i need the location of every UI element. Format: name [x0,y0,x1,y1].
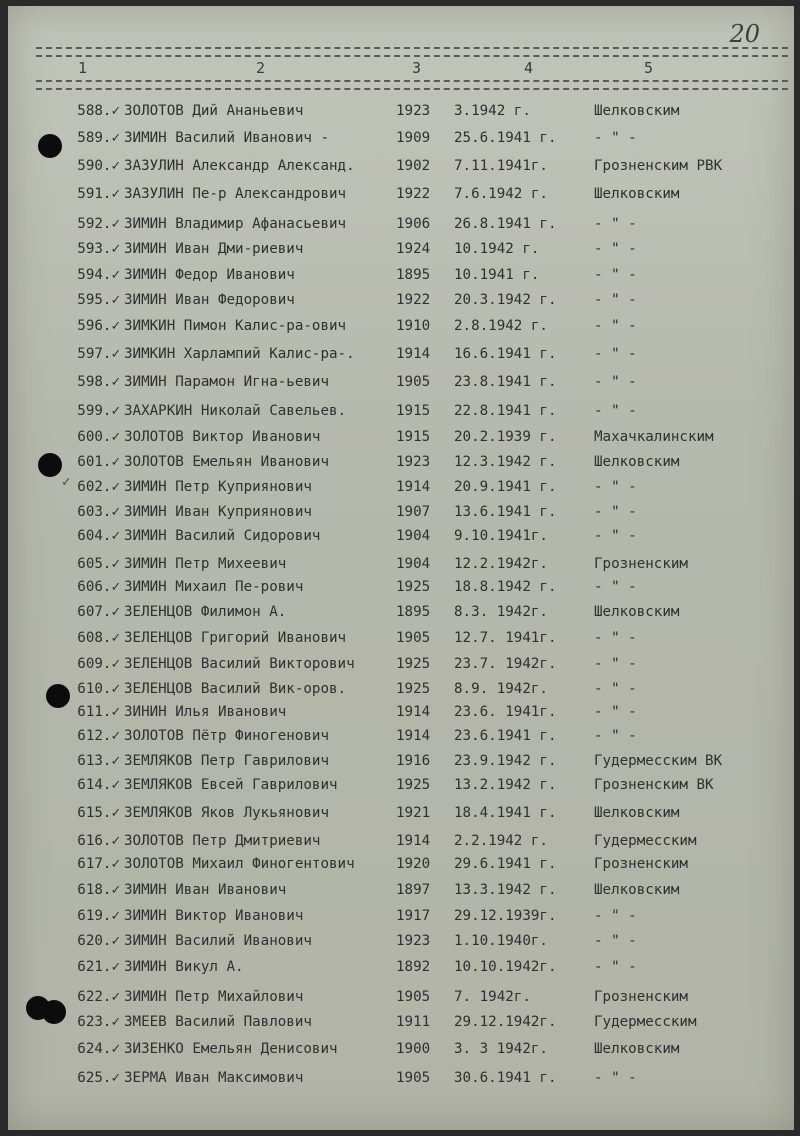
conscription-date: 23.6. 1941г. [454,704,557,720]
military-office: Шелковским [594,882,680,898]
birth-year: 1911 [396,1014,431,1030]
military-office: - " - [594,681,637,697]
header-rule [36,88,788,90]
row-number: 605.✓ [77,556,120,572]
person-name: ЗИМИН Петр Михеевич [124,556,287,572]
military-office: - " - [594,656,637,672]
row-number: 598.✓ [77,374,120,390]
table-row [8,1014,794,1036]
table-row [8,374,794,396]
row-number: 625.✓ [77,1070,120,1086]
birth-year: 1897 [396,882,431,898]
person-name: ЗИНИН Илья Иванович [124,704,287,720]
conscription-date: 20.3.1942 г. [454,292,557,308]
military-office: - " - [594,959,637,975]
column-number: 5 [644,59,654,77]
row-number: 601.✓ [77,454,120,470]
person-name: ЗАЗУЛИН Александр Александ. [124,158,355,174]
row-number: 615.✓ [77,805,120,821]
row-number: 622.✓ [77,989,120,1005]
person-name: ЗИМИН Василий Иванович - [124,130,329,146]
row-number: 592.✓ [77,216,120,232]
military-office: - " - [594,216,637,232]
military-office: - " - [594,403,637,419]
row-number: 616.✓ [77,833,120,849]
conscription-date: 23.6.1941 г. [454,728,557,744]
military-office: Шелковским [594,604,680,620]
table-row [8,130,794,152]
table-row [8,528,794,550]
military-office: - " - [594,130,637,146]
conscription-date: 13.2.1942 г. [454,777,557,793]
binder-hole [42,1000,66,1024]
conscription-date: 7.11.1941г. [454,158,548,174]
column-number-row [8,59,794,79]
birth-year: 1915 [396,429,431,445]
row-number: 609.✓ [77,656,120,672]
conscription-date: 23.9.1942 г. [454,753,557,769]
table-row [8,158,794,180]
military-office: - " - [594,630,637,646]
birth-year: 1914 [396,346,431,362]
birth-year: 1914 [396,479,431,495]
conscription-date: 12.3.1942 г. [454,454,557,470]
conscription-date: 22.8.1941 г. [454,403,557,419]
person-name: ЗЕЛЕНЦОВ Григорий Иванович [124,630,347,646]
conscription-date: 30.6.1941 г. [454,1070,557,1086]
table-row [8,241,794,263]
military-office: - " - [594,528,637,544]
conscription-date: 3.1942 г. [454,103,531,119]
military-office: Грозненским [594,556,688,572]
birth-year: 1923 [396,933,431,949]
person-name: ЗОЛОТОВ Петр Дмитриевич [124,833,321,849]
table-row [8,103,794,125]
birth-year: 1922 [396,292,431,308]
person-name: ЗИМИН Иван Куприянович [124,504,312,520]
conscription-date: 3. 3 1942г. [454,1041,548,1057]
table-row [8,267,794,289]
conscription-date: 2.8.1942 г. [454,318,548,334]
conscription-date: 29.6.1941 г. [454,856,557,872]
table-row [8,728,794,750]
table-row [8,630,794,652]
birth-year: 1925 [396,579,431,595]
table-row [8,579,794,601]
row-number: 597.✓ [77,346,120,362]
person-name: ЗИМИН Василий Сидорович [124,528,321,544]
person-name: ЗИМКИН Харлампий Калис-ра-. [124,346,355,362]
conscription-date: 13.6.1941 г. [454,504,557,520]
person-name: ЗИЗЕНКО Емельян Денисович [124,1041,338,1057]
conscription-date: 9.10.1941г. [454,528,548,544]
table-row [8,989,794,1011]
person-name: ЗИМИН Федор Иванович [124,267,295,283]
birth-year: 1910 [396,318,431,334]
military-office: - " - [594,241,637,257]
birth-year: 1924 [396,241,431,257]
conscription-date: 20.9.1941 г. [454,479,557,495]
table-row [8,479,794,501]
conscription-date: 12.2.1942г. [454,556,548,572]
table-row [8,681,794,703]
person-name: ЗЕМЛЯКОВ Петр Гаврилович [124,753,329,769]
birth-year: 1915 [396,403,431,419]
military-office: - " - [594,504,637,520]
row-number: 608.✓ [77,630,120,646]
column-number: 3 [412,59,422,77]
person-name: ЗИМИН Михаил Пе-рович [124,579,304,595]
military-office: Махачкалинским [594,429,714,445]
person-name: ЗИМИН Петр Михайлович [124,989,304,1005]
military-office: Шелковским [594,1041,680,1057]
military-office: Шелковским [594,103,680,119]
row-number: 594.✓ [77,267,120,283]
birth-year: 1909 [396,130,431,146]
table-row [8,777,794,799]
table-row [8,704,794,726]
row-number: 618.✓ [77,882,120,898]
person-name: ЗИМИН Иван Иванович [124,882,287,898]
row-number: 611.✓ [77,704,120,720]
birth-year: 1895 [396,604,431,620]
military-office: Гудермесским [594,833,697,849]
conscription-date: 8.9. 1942г. [454,681,548,697]
military-office: Гудермесским ВК [594,753,723,769]
person-name: ЗИМКИН Пимон Калис-ра-ович [124,318,347,334]
person-name: ЗОЛОТОВ Виктор Иванович [124,429,321,445]
conscription-date: 26.8.1941 г. [454,216,557,232]
birth-year: 1905 [396,374,431,390]
military-office: Грозненским [594,856,688,872]
birth-year: 1892 [396,959,431,975]
military-office: Гудермесским [594,1014,697,1030]
military-office: - " - [594,346,637,362]
row-number: 620.✓ [77,933,120,949]
person-name: ЗОЛОТОВ Емельян Иванович [124,454,329,470]
table-row [8,833,794,855]
row-number: 619.✓ [77,908,120,924]
row-number: 589.✓ [77,130,120,146]
binder-hole [38,134,62,158]
row-number: 596.✓ [77,318,120,334]
binder-hole [38,453,62,477]
military-office: - " - [594,318,637,334]
conscription-date: 18.8.1942 г. [454,579,557,595]
conscription-date: 10.1941 г. [454,267,540,283]
conscription-date: 25.6.1941 г. [454,130,557,146]
person-name: ЗОЛОТОВ Дий Ананьевич [124,103,304,119]
conscription-date: 23.8.1941 г. [454,374,557,390]
person-name: ЗИМИН Парамон Игна-ьевич [124,374,329,390]
birth-year: 1902 [396,158,431,174]
table-row [8,1041,794,1063]
table-row [8,908,794,930]
birth-year: 1917 [396,908,431,924]
conscription-date: 20.2.1939 г. [454,429,557,445]
conscription-date: 16.6.1941 г. [454,346,557,362]
row-number: 613.✓ [77,753,120,769]
conscription-date: 1.10.1940г. [454,933,548,949]
row-number: 600.✓ [77,429,120,445]
military-office: Грозненским ВК [594,777,714,793]
table-row [8,403,794,425]
conscription-date: 12.7. 1941г. [454,630,557,646]
table-row [8,186,794,208]
birth-year: 1905 [396,1070,431,1086]
military-office: - " - [594,292,637,308]
row-number: 623.✓ [77,1014,120,1030]
row-number: 624.✓ [77,1041,120,1057]
table-row [8,933,794,955]
birth-year: 1900 [396,1041,431,1057]
person-name: ЗАЗУЛИН Пе-р Александрович [124,186,347,202]
table-row [8,959,794,981]
table-row [8,429,794,451]
military-office: - " - [594,1070,637,1086]
row-number: 612.✓ [77,728,120,744]
birth-year: 1905 [396,989,431,1005]
person-name: ЗЕМЛЯКОВ Яков Лукьянович [124,805,329,821]
person-name: ЗЕЛЕНЦОВ Василий Викторович [124,656,355,672]
birth-year: 1914 [396,704,431,720]
row-number: 602.✓ [77,479,120,495]
birth-year: 1904 [396,556,431,572]
birth-year: 1923 [396,454,431,470]
person-name: ЗЕРМА Иван Максимович [124,1070,304,1086]
row-number: 607.✓ [77,604,120,620]
row-number: 591.✓ [77,186,120,202]
birth-year: 1921 [396,805,431,821]
military-office: - " - [594,933,637,949]
birth-year: 1922 [396,186,431,202]
military-office: - " - [594,908,637,924]
conscription-date: 2.2.1942 г. [454,833,548,849]
person-name: ЗАХАРКИН Николай Савельев. [124,403,347,419]
birth-year: 1904 [396,528,431,544]
conscription-date: 10.10.1942г. [454,959,557,975]
conscription-date: 29.12.1939г. [454,908,557,924]
birth-year: 1925 [396,656,431,672]
conscription-date: 18.4.1941 г. [454,805,557,821]
person-name: ЗИМИН Викул А. [124,959,244,975]
military-office: Шелковским [594,805,680,821]
table-row [8,292,794,314]
table-row [8,318,794,340]
person-name: ЗЕМЛЯКОВ Евсей Гаврилович [124,777,338,793]
birth-year: 1906 [396,216,431,232]
table-row [8,556,794,578]
person-name: ЗИМИН Василий Иванович [124,933,312,949]
conscription-date: 8.3. 1942г. [454,604,548,620]
table-row [8,346,794,368]
person-name: ЗИМИН Петр Куприянович [124,479,312,495]
birth-year: 1920 [396,856,431,872]
military-office: - " - [594,374,637,390]
row-number: 588.✓ [77,103,120,119]
table-row [8,1070,794,1092]
page-number: 20 [729,20,760,48]
table-row [8,805,794,827]
row-number: 595.✓ [77,292,120,308]
military-office: - " - [594,579,637,595]
conscription-date: 13.3.1942 г. [454,882,557,898]
military-office: Шелковским [594,186,680,202]
header-rule [36,80,788,82]
row-number: 590.✓ [77,158,120,174]
person-name: ЗОЛОТОВ Пётр Финогенович [124,728,329,744]
conscription-date: 7.6.1942 г. [454,186,548,202]
header-rule [36,55,788,57]
row-number: 604.✓ [77,528,120,544]
header-rule [36,47,788,49]
check-mark: ✓ [62,474,71,490]
birth-year: 1925 [396,777,431,793]
table-row [8,604,794,626]
person-name: ЗИМИН Виктор Иванович [124,908,304,924]
military-office: - " - [594,479,637,495]
table-row [8,454,794,476]
table-row [8,216,794,238]
row-number: 599.✓ [77,403,120,419]
table-row [8,882,794,904]
military-office: - " - [594,728,637,744]
row-number: 621.✓ [77,959,120,975]
binder-hole [46,684,70,708]
person-name: ЗИМИН Иван Дми-риевич [124,241,304,257]
birth-year: 1914 [396,728,431,744]
person-name: ЗОЛОТОВ Михаил Финогентович [124,856,355,872]
conscription-date: 23.7. 1942г. [454,656,557,672]
person-name: ЗЕЛЕНЦОВ Василий Вик-оров. [124,681,347,697]
column-number: 4 [524,59,534,77]
conscription-date: 10.1942 г. [454,241,540,257]
row-number: 606.✓ [77,579,120,595]
person-name: ЗИМИН Владимир Афанасьевич [124,216,347,232]
military-office: - " - [594,704,637,720]
table-row [8,753,794,775]
military-office: Грозненским РВК [594,158,723,174]
military-office: Шелковским [594,454,680,470]
row-number: 617.✓ [77,856,120,872]
person-name: ЗИМИН Иван Федорович [124,292,295,308]
birth-year: 1916 [396,753,431,769]
military-office: - " - [594,267,637,283]
conscription-date: 7. 1942г. [454,989,531,1005]
conscription-date: 29.12.1942г. [454,1014,557,1030]
table-row [8,656,794,678]
table-row [8,856,794,878]
birth-year: 1925 [396,681,431,697]
birth-year: 1907 [396,504,431,520]
row-number: 603.✓ [77,504,120,520]
person-name: ЗЕЛЕНЦОВ Филимон А. [124,604,287,620]
row-number: 614.✓ [77,777,120,793]
birth-year: 1914 [396,833,431,849]
military-office: Грозненским [594,989,688,1005]
document-page [8,6,794,1130]
person-name: ЗМЕЕВ Василий Павлович [124,1014,312,1030]
row-number: 593.✓ [77,241,120,257]
birth-year: 1895 [396,267,431,283]
table-row [8,504,794,526]
birth-year: 1923 [396,103,431,119]
column-number: 2 [256,59,266,77]
birth-year: 1905 [396,630,431,646]
row-number: 610.✓ [77,681,120,697]
column-number: 1 [78,59,88,77]
